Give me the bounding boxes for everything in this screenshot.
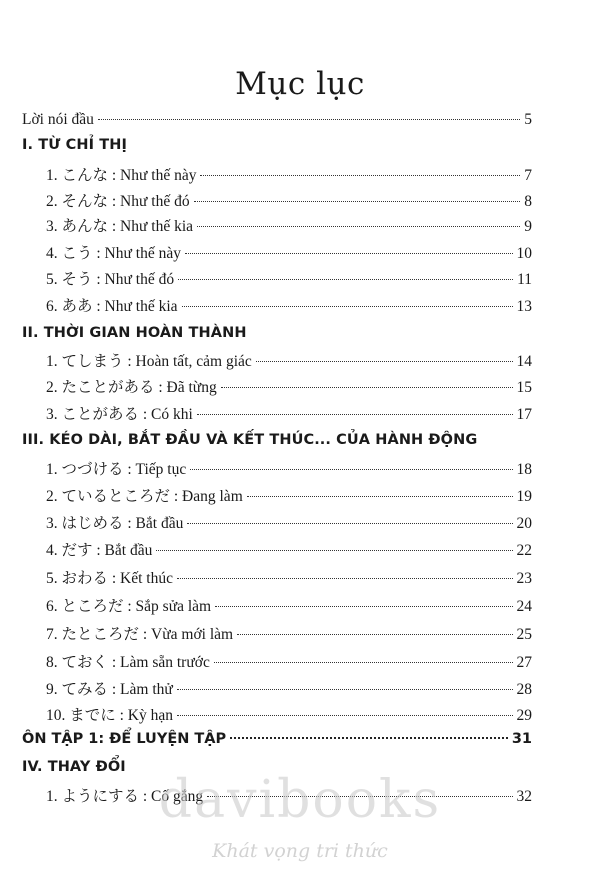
toc-entry[interactable]	[46, 267, 532, 291]
toc-entry-page: 23	[516, 570, 532, 587]
toc-entry-page: 7	[524, 167, 532, 184]
toc-entry[interactable]	[46, 163, 532, 187]
toc-entry[interactable]	[46, 511, 532, 535]
toc-entry[interactable]	[46, 375, 532, 399]
leader-dots	[156, 550, 512, 551]
leader-dots	[247, 496, 513, 497]
toc-entry-label: 9. てみる : Làm thử	[46, 681, 173, 698]
leader-dots	[197, 414, 513, 415]
toc-entry-page: 27	[516, 654, 532, 671]
section-heading-1[interactable]: I. TỪ CHỈ THỊ	[22, 137, 127, 153]
toc-entry-page: 31	[511, 731, 532, 747]
leader-dots	[214, 662, 513, 663]
toc-entry-page: 5	[524, 111, 532, 128]
toc-entry-label: Lời nói đầu	[22, 111, 94, 128]
toc-entry-label: 6. ところだ : Sắp sửa làm	[46, 598, 212, 615]
toc-entry-label: ÔN TẬP 1: ĐỂ LUYỆN TẬP	[22, 731, 227, 747]
leader-dots	[177, 689, 513, 690]
watermark-slogan: Khát vọng tri thức	[212, 840, 388, 862]
leader-dots	[221, 387, 513, 388]
toc-entry-page: 11	[517, 271, 532, 288]
toc-entry-label: 4. こう : Như thế này	[46, 245, 181, 262]
toc-entry-page: 24	[516, 598, 532, 615]
toc-entry-page: 17	[516, 406, 532, 423]
leader-dots	[194, 201, 521, 202]
toc-entry-page: 10	[516, 245, 532, 262]
toc-entry-preface[interactable]	[22, 111, 532, 135]
toc-entry-page: 28	[516, 681, 532, 698]
leader-dots	[178, 279, 513, 280]
toc-entry-label: 1. つづける : Tiếp tục	[46, 461, 187, 478]
toc-entry-label: 3. あんな : Như thế kia	[46, 218, 194, 235]
toc-entry[interactable]	[46, 189, 532, 213]
toc-entry[interactable]	[46, 294, 532, 318]
leader-dots	[187, 523, 512, 524]
toc-entry-page: 19	[516, 488, 532, 505]
toc-entry-label: 7. たところだ : Vừa mới làm	[46, 626, 234, 643]
toc-entry-label: 1. ようにする : Cố gắng	[46, 788, 204, 805]
toc-entry-page: 25	[516, 626, 532, 643]
toc-entry[interactable]	[46, 402, 532, 426]
leader-dots	[98, 119, 520, 120]
toc-entry[interactable]	[46, 622, 532, 646]
toc-entry-review[interactable]	[22, 731, 532, 755]
toc-entry[interactable]	[46, 484, 532, 508]
page-title: Mục lục	[235, 66, 365, 102]
toc-entry-label: 3. はじめる : Bắt đầu	[46, 515, 184, 532]
toc-entry-label: 1. てしまう : Hoàn tất, cảm giác	[46, 353, 252, 370]
toc-entry[interactable]	[46, 650, 532, 674]
toc-entry-page: 8	[524, 193, 532, 210]
leader-dots	[177, 715, 512, 716]
leader-dots	[230, 737, 508, 739]
leader-dots	[185, 253, 513, 254]
toc-entry[interactable]	[46, 566, 532, 590]
leader-dots	[256, 361, 513, 362]
toc-entry[interactable]	[46, 703, 532, 727]
toc-entry[interactable]	[46, 214, 532, 238]
toc-entry-label: 2. ているところだ : Đang làm	[46, 488, 243, 505]
toc-entry-label: 8. ておく : Làm sẵn trước	[46, 654, 210, 671]
section-heading-4[interactable]: IV. THAY ĐỔI	[22, 759, 126, 775]
toc-entry-label: 2. そんな : Như thế đó	[46, 193, 190, 210]
toc-entry-label: 5. おわる : Kết thúc	[46, 570, 173, 587]
section-heading-2[interactable]: II. THỜI GIAN HOÀN THÀNH	[22, 325, 247, 341]
toc-entry-label: 10. までに : Kỳ hạn	[46, 707, 174, 724]
toc-entry-page: 29	[516, 707, 532, 724]
toc-entry-page: 18	[516, 461, 532, 478]
leader-dots	[215, 606, 512, 607]
leader-dots	[200, 175, 520, 176]
toc-entry-page: 20	[516, 515, 532, 532]
leader-dots	[190, 469, 512, 470]
toc-entry[interactable]	[46, 349, 532, 373]
leader-dots	[237, 634, 512, 635]
toc-entry[interactable]	[46, 457, 532, 481]
toc-entry-label: 3. ことがある : Có khi	[46, 406, 193, 423]
toc-entry-label: 5. そう : Như thế đó	[46, 271, 175, 288]
section-heading-3[interactable]: III. KÉO DÀI, BẮT ĐẦU VÀ KẾT THÚC... CỦA HÀNH ĐỘNG	[22, 432, 478, 448]
toc-entry-label: 4. だす : Bắt đầu	[46, 542, 153, 559]
toc-entry[interactable]	[46, 241, 532, 265]
toc-entry-page: 32	[516, 788, 532, 805]
watermark-brand: davibooks	[158, 770, 442, 830]
toc-entry-page: 15	[516, 379, 532, 396]
toc-entry-label: 1. こんな : Như thế này	[46, 167, 197, 184]
toc-entry[interactable]	[46, 538, 532, 562]
toc-entry-page: 22	[516, 542, 532, 559]
leader-dots	[177, 578, 513, 579]
leader-dots	[182, 306, 513, 307]
toc-entry-page: 13	[516, 298, 532, 315]
toc-entry-page: 14	[516, 353, 532, 370]
toc-entry[interactable]	[46, 594, 532, 618]
toc-entry-label: 2. たことがある : Đã từng	[46, 379, 217, 396]
leader-dots	[197, 226, 520, 227]
toc-entry[interactable]	[46, 677, 532, 701]
toc-entry-page: 9	[524, 218, 532, 235]
toc-entry-label: 6. ああ : Như thế kia	[46, 298, 178, 315]
